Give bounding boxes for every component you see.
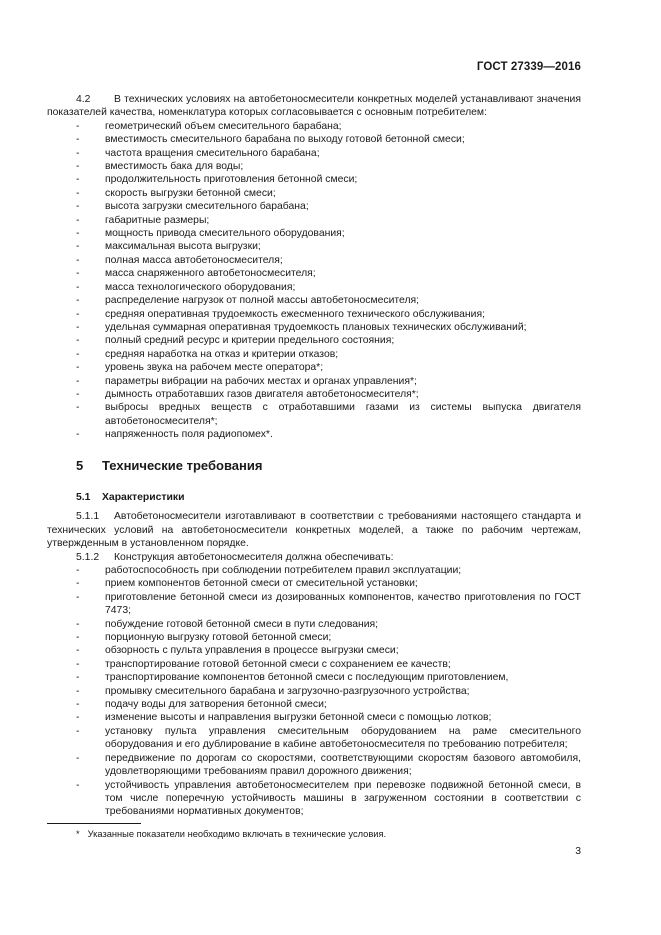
- list-item: [47, 618, 581, 631]
- list-item: [47, 200, 581, 213]
- list-item-text: вместимость смесительного барабана по выходу готовой бетонной смеси;: [105, 134, 465, 146]
- list-item-text: максимальная высота выгрузки;: [105, 241, 261, 253]
- list-item: [47, 120, 581, 133]
- document-id-header: ГОСТ 27339—2016: [476, 61, 581, 73]
- list-dash: -: [76, 375, 80, 387]
- list-dash: -: [76, 174, 80, 186]
- list-item-text: работоспособность при соблюдении потребителем правил эксплуатации;: [105, 565, 462, 576]
- list-item: [47, 401, 581, 428]
- list-dash: -: [76, 578, 80, 590]
- list-item: [47, 240, 581, 253]
- list-item: [47, 227, 581, 240]
- list-item: [47, 671, 581, 684]
- list-dash: -: [76, 699, 80, 711]
- list-item: [47, 725, 581, 752]
- list-dash: -: [76, 779, 80, 791]
- list-dash: -: [76, 134, 80, 146]
- list-item: [47, 711, 581, 724]
- list-item-text: промывку смесительного барабана и загрузочно-разгрузочного устройства;: [105, 685, 470, 697]
- list-dash: -: [76, 187, 80, 199]
- footnote: [76, 829, 386, 839]
- list-item-text: порционную выгрузку готовой бетонной смеси;: [105, 632, 332, 644]
- section-4-2-intro: [47, 93, 581, 120]
- heading-title: Технические требования: [102, 457, 263, 473]
- section-5-1-2-list: [47, 564, 581, 819]
- list-item-text: распределение нагрузок от полной массы автобетоносмесителя;: [105, 295, 420, 307]
- list-item-text: высота загрузки смесительного барабана;: [105, 201, 309, 213]
- list-item: [47, 254, 581, 267]
- list-dash: -: [76, 752, 80, 764]
- list-dash: -: [76, 618, 80, 630]
- list-item: [47, 308, 581, 321]
- footnote-text: Указанные показатели необходимо включать в технические условия.: [87, 829, 387, 839]
- list-dash: -: [76, 161, 80, 173]
- list-item: [47, 147, 581, 160]
- list-dash: -: [76, 348, 80, 360]
- list-item: [47, 752, 581, 779]
- list-dash: -: [76, 388, 80, 400]
- list-item-text: частота вращения смесительного барабана;: [105, 147, 320, 159]
- list-item: [47, 564, 581, 577]
- list-item: [47, 658, 581, 671]
- list-item: [47, 698, 581, 711]
- section-5-1-1-paragraph: [47, 510, 581, 550]
- list-dash: -: [76, 120, 80, 132]
- list-dash: -: [76, 712, 80, 724]
- list-dash: -: [76, 591, 80, 603]
- list-item: [47, 348, 581, 361]
- list-item: [47, 375, 581, 388]
- list-item: [47, 428, 581, 441]
- footnote-mark: *: [76, 829, 80, 839]
- section-number: 5.1.2: [76, 551, 100, 563]
- section-number: 4.2: [76, 94, 91, 105]
- section-text: В технических условиях на автобетоносмесители конкретных моделей устанавливают значения показателей качества, номенклатура которых согласовывается с основным потребителем:: [47, 94, 581, 119]
- list-dash: -: [76, 268, 80, 280]
- list-item: [47, 631, 581, 644]
- list-dash: -: [76, 725, 80, 737]
- heading-title: Характеристики: [102, 491, 185, 503]
- list-item-text: средняя оперативная трудоемкость ежесменного технического обслуживания;: [105, 308, 485, 320]
- list-dash: -: [76, 335, 80, 347]
- section-5-1-2-intro: [47, 551, 581, 564]
- list-dash: -: [76, 281, 80, 293]
- list-item-text: устойчивость управления автобетоносмесителем при перевозке подвижной бетонной смеси, в том числе поперечную устойчивость машины в загруженном состоянии в соответствии с требованиями нормативных документов;: [105, 779, 581, 818]
- list-dash: -: [76, 402, 80, 414]
- heading-number: 5: [76, 457, 84, 473]
- list-dash: -: [76, 672, 80, 684]
- list-item-text: уровень звука на рабочем месте оператора*;: [105, 362, 324, 374]
- list-item-text: подачу воды для затворения бетонной смеси;: [105, 699, 327, 711]
- list-item: [47, 267, 581, 280]
- list-item-text: геометрический объем смесительного барабана;: [105, 120, 342, 132]
- section-5-1-heading: [76, 491, 581, 504]
- list-item: [47, 591, 581, 618]
- list-item-text: изменение высоты и направления выгрузки бетонной смеси с помощью лотков;: [105, 712, 492, 724]
- list-item-text: продолжительность приготовления бетонной смеси;: [105, 174, 358, 186]
- list-item-text: приготовление бетонной смеси из дозированных компонентов, качество приготовления по ГОСТ 7473;: [105, 591, 581, 617]
- list-dash: -: [76, 645, 80, 657]
- list-item-text: средняя наработка на отказ и критерии отказов;: [105, 348, 339, 360]
- list-dash: -: [76, 429, 80, 441]
- list-dash: -: [76, 295, 80, 307]
- list-item-text: масса снаряженного автобетоносмесителя;: [105, 268, 316, 280]
- list-item-text: установку пульта управления смесительным оборудованием на раме смесительного оборудования и его дублирование в кабине автобетоносмесителя по требованию потребителя;: [105, 725, 581, 751]
- list-item-text: полный средний ресурс и критерии предельного состояния;: [105, 335, 395, 347]
- list-item-text: скорость выгрузки бетонной смеси;: [105, 187, 276, 199]
- page-number: 3: [575, 846, 581, 857]
- section-4-2-list: [47, 120, 581, 442]
- list-item-text: габаритные размеры;: [105, 214, 210, 226]
- list-dash: -: [76, 362, 80, 374]
- heading-number: 5.1: [76, 491, 91, 503]
- list-item: [47, 281, 581, 294]
- section-number: 5.1.1: [76, 511, 100, 523]
- list-item-text: напряженность поля радиопомех*.: [105, 429, 273, 441]
- list-dash: -: [76, 308, 80, 320]
- list-item-text: параметры вибрации на рабочих местах и органах управления*;: [105, 375, 417, 387]
- list-item-text: обзорность с пульта управления в процессе выгрузки смеси;: [105, 645, 399, 657]
- list-dash: -: [76, 632, 80, 644]
- list-dash: -: [76, 201, 80, 213]
- list-item-text: прием компонентов бетонной смеси от смесительной установки;: [105, 578, 418, 590]
- list-item: [47, 334, 581, 347]
- list-item-text: удельная суммарная оперативная трудоемкость плановых технических обслуживаний;: [105, 321, 527, 333]
- list-item: [47, 214, 581, 227]
- list-item: [47, 361, 581, 374]
- list-item-text: полная масса автобетоносмесителя;: [105, 254, 283, 266]
- list-item: [47, 685, 581, 698]
- list-dash: -: [76, 147, 80, 159]
- list-dash: -: [76, 565, 80, 576]
- list-item-text: вместимость бака для воды;: [105, 161, 244, 173]
- list-dash: -: [76, 254, 80, 266]
- list-item: [47, 187, 581, 200]
- list-item-text: дымность отработавших газов двигателя автобетоносмесителя*;: [105, 388, 419, 400]
- list-item-text: передвижение по дорогам со скоростями, соответствующими скоростям базового автомобиля, удовлетворяющими требованиям правил дорожного движения;: [105, 752, 581, 778]
- list-item: [47, 644, 581, 657]
- list-dash: -: [76, 214, 80, 226]
- section-text: Автобетоносмесители изготавливают в соответствии с требованиями настоящего стандарта и технических условий на автобетоносмесители конкретных моделей, а также по рабочим чертежам, утвержденным в установленном порядке.: [47, 511, 581, 550]
- content-body: [47, 93, 581, 819]
- list-item-text: мощность привода смесительного оборудования;: [105, 228, 345, 240]
- list-item: [47, 321, 581, 334]
- list-item: [47, 294, 581, 307]
- list-item-text: транспортирование компонентов бетонной смеси с последующим приготовлением,: [105, 672, 509, 684]
- list-item-text: выбросы вредных веществ с отработавшими газами из системы выпуска двигателя автобетоносмесителя*;: [105, 402, 581, 427]
- list-item: [47, 133, 581, 146]
- list-item-text: масса технологического оборудования;: [105, 281, 296, 293]
- list-dash: -: [76, 241, 80, 253]
- list-item-text: побуждение готовой бетонной смеси в пути следования;: [105, 618, 379, 630]
- list-dash: -: [76, 228, 80, 240]
- list-item-text: транспортирование готовой бетонной смеси с сохранением ее качеств;: [105, 658, 451, 670]
- list-item: [47, 388, 581, 401]
- list-dash: -: [76, 321, 80, 333]
- footnote-separator: [47, 823, 141, 824]
- list-item: [47, 577, 581, 590]
- list-dash: -: [76, 685, 80, 697]
- list-item: [47, 173, 581, 186]
- list-item: [47, 779, 581, 819]
- section-text: Конструкция автобетоносмесителя должна обеспечивать:: [114, 551, 394, 563]
- list-item: [47, 160, 581, 173]
- list-dash: -: [76, 658, 80, 670]
- section-5-heading: [76, 459, 581, 472]
